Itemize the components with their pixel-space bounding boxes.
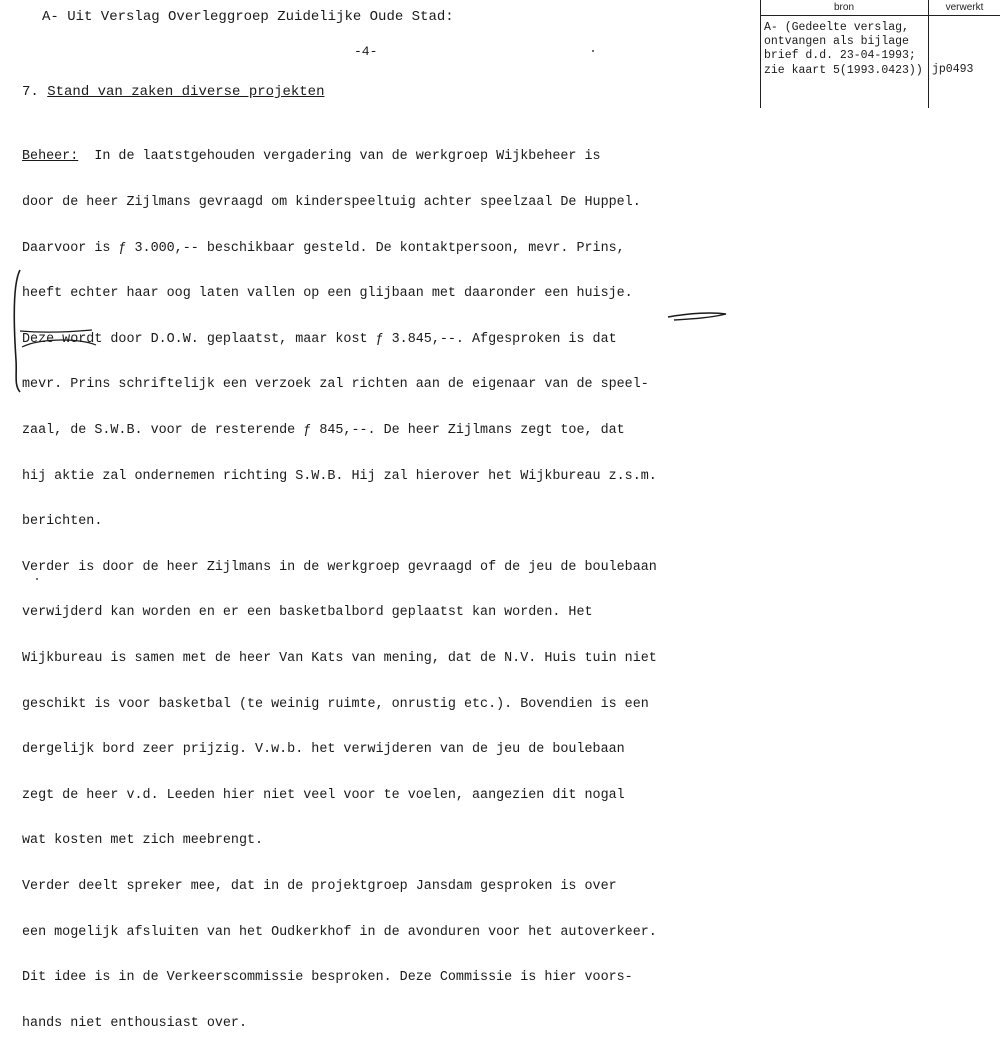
- verwerkt-cell: jp0493: [932, 63, 974, 76]
- table-border-left: [760, 0, 761, 108]
- paragraph-line: mevr. Prins schriftelijk een verzoek zal richten aan de eigenaar van de speel-: [22, 377, 649, 393]
- paragraph-lead-label: Beheer:: [22, 149, 79, 165]
- paragraph-line-text: In de laatstgehouden vergadering van de werkgroep Wijkbeheer is: [78, 149, 601, 165]
- document-source-line: A- Uit Verslag Overleggroep Zuidelijke Oude Stad:: [42, 9, 454, 25]
- paragraph-line: zaal, de S.W.B. voor de resterende ƒ 845,--. De heer Zijlmans zegt toe, dat: [22, 422, 625, 438]
- paragraph-line: heeft echter haar oog laten vallen op een glijbaan met daaronder een huisje.: [22, 286, 633, 302]
- paragraph-line: door de heer Zijlmans gevraagd om kinderspeeltuig achter speelzaal De Huppel.: [22, 195, 641, 210]
- paragraph-line: een mogelijk afsluiten van het Oudkerkhof in de avonduren voor het autoverkeer.: [22, 924, 657, 940]
- column-header-bron: bron: [760, 0, 929, 16]
- paragraph-line: Verder is door de heer Zijlmans in de werkgroep gevraagd of de jeu de boulebaan: [22, 559, 657, 575]
- paragraph-line: verwijderd kan worden en er een basketbalbord geplaatst kan worden. Het: [22, 605, 593, 621]
- section-title: Stand van zaken diverse projekten: [47, 84, 325, 100]
- bron-line: zie kaart 5(1993.0423)): [764, 63, 923, 77]
- scan-speck: [592, 50, 594, 52]
- bron-line: ontvangen als bijlage: [764, 35, 909, 49]
- paragraph-line: Wijkbureau is samen met de heer Van Kats van mening, dat de N.V. Huis tuin niet: [22, 650, 657, 666]
- paragraph-line: geschikt is voor basketbal (te weinig ruimte, onrustig etc.). Bovendien is een: [22, 696, 649, 712]
- paragraph-line: Deze wordt door D.O.W. geplaatst, maar kost ƒ 3.845,--. Afgesproken is dat: [22, 331, 617, 347]
- paragraph-line: wat kosten met zich meebrengt.: [22, 833, 264, 849]
- section-number: 7.: [22, 84, 39, 100]
- bron-line: brief d.d. 23-04-1993;: [764, 49, 916, 63]
- scan-speck: [36, 578, 38, 580]
- paragraph-line: hands niet enthousiast over.: [22, 1015, 247, 1031]
- paragraph-line: hij aktie zal ondernemen richting S.W.B. Hij zal hierover het Wijkbureau z.s.m.: [22, 468, 657, 484]
- paragraph-line: dergelijk bord zeer prijzig. V.w.b. het verwijderen van de jeu de boulebaan: [22, 742, 625, 758]
- page-number: -4-: [354, 44, 378, 59]
- paragraph-line: zegt de heer v.d. Leeden hier niet veel voor te voelen, aangezien dit nogal: [22, 787, 625, 803]
- column-header-verwerkt: verwerkt: [929, 0, 1000, 16]
- source-reference-table: [760, 0, 1000, 108]
- section-heading: [22, 84, 324, 100]
- margin-bracket-mark: [14, 270, 20, 392]
- paragraph-line: Verder deelt spreker mee, dat in de projektgroep Jansdam gesproken is over: [22, 878, 617, 894]
- table-border-middle: [928, 0, 929, 108]
- paragraph-line: Dit idee is in de Verkeerscommissie besproken. Deze Commissie is hier voors-: [22, 970, 633, 986]
- paragraph-line: [22, 149, 732, 164]
- report-paragraph: [22, 119, 732, 1046]
- bron-cell: [764, 21, 928, 78]
- paragraph-line: Daarvoor is ƒ 3.000,-- beschikbaar gesteld. De kontaktpersoon, mevr. Prins,: [22, 240, 625, 256]
- paragraph-line: berichten.: [22, 514, 103, 530]
- bron-line: A- (Gedeelte verslag,: [764, 21, 909, 34]
